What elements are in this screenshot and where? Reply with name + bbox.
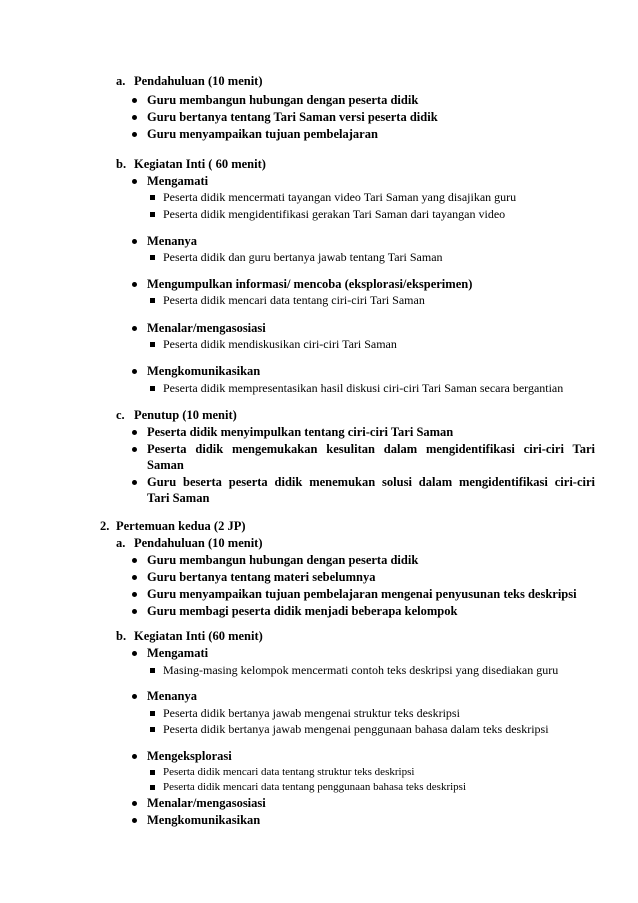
sub-item: Peserta didik mempresentasikan hasil diskusi ciri-ciri Tari Saman secara bergantian [163, 381, 564, 395]
bullet-icon [127, 126, 141, 142]
list-item: Guru bertanya tentang Tari Saman versi peserta didik [147, 110, 438, 124]
list-item: Peserta didik mengemukakan kesulitan dalam mengidentifikasi ciri-ciri Tari [147, 442, 595, 456]
sub-item: Peserta didik mencari data tentang penggunaan bahasa teks deskripsi [163, 781, 467, 793]
activity-title: Menalar/mengasosiasi [147, 796, 266, 810]
section-marker: c. [116, 408, 125, 422]
bullet-icon [127, 92, 141, 108]
section-heading: Pertemuan kedua (2 JP) [116, 519, 246, 533]
bullet-icon [127, 812, 141, 828]
bullet-icon [127, 603, 141, 619]
activity-title: Mengumpulkan informasi/ mencoba (eksplorasi/eksperimen) [147, 277, 473, 291]
list-item: Peserta didik menyimpulkan tentang ciri-ciri Tari Saman [147, 425, 454, 439]
bullet-icon [127, 109, 141, 125]
square-bullet-icon [145, 189, 159, 205]
list-item: Guru menyampaikan tujuan pembelajaran mengenai penyusunan teks deskripsi [147, 587, 577, 601]
list-item: Guru bertanya tentang materi sebelumnya [147, 570, 376, 584]
sub-item: Peserta didik mendiskusikan ciri-ciri Tari Saman [163, 337, 397, 351]
bullet-icon [127, 474, 141, 490]
sub-item: Peserta didik mencari data tentang ciri-ciri Tari Saman [163, 293, 425, 307]
bullet-icon [127, 363, 141, 379]
square-bullet-icon [145, 249, 159, 265]
activity-title: Mengeksplorasi [147, 749, 232, 763]
activity-title: Mengamati [147, 646, 209, 660]
activity-title: Menanya [147, 234, 197, 248]
sub-item: Masing-masing kelompok mencermati contoh teks deskripsi yang disediakan guru [163, 663, 559, 677]
section-title: Pendahuluan (10 menit) [134, 74, 263, 88]
activity-title: Mengkomunikasikan [147, 813, 261, 827]
list-item: Guru membangun hubungan dengan peserta didik [147, 93, 419, 107]
bullet-icon [127, 688, 141, 704]
section-title: Penutup (10 menit) [134, 408, 237, 422]
sub-item: Peserta didik bertanya jawab mengenai penggunaan bahasa dalam teks deskripsi [163, 722, 549, 736]
bullet-icon [127, 645, 141, 661]
list-item-continuation: Saman [147, 458, 184, 472]
bullet-icon [127, 569, 141, 585]
square-bullet-icon [145, 206, 159, 222]
section-number: 2. [100, 519, 110, 533]
section-title: Pendahuluan (10 menit) [134, 536, 263, 550]
bullet-icon [127, 552, 141, 568]
sub-item: Peserta didik mengidentifikasi gerakan Tari Saman dari tayangan video [163, 207, 506, 221]
list-item: Guru membagi peserta didik menjadi beberapa kelompok [147, 604, 458, 618]
activity-title: Mengkomunikasikan [147, 364, 261, 378]
square-bullet-icon [145, 705, 159, 721]
section-marker: b. [116, 157, 127, 171]
section-title: Kegiatan Inti ( 60 menit) [134, 157, 266, 171]
bullet-icon [127, 424, 141, 440]
sub-item: Peserta didik mencermati tayangan video Tari Saman yang disajikan guru [163, 190, 517, 204]
bullet-icon [127, 441, 141, 457]
bullet-icon [127, 586, 141, 602]
square-bullet-icon [145, 380, 159, 396]
bullet-icon [127, 748, 141, 764]
activity-title: Menanya [147, 689, 197, 703]
list-item: Guru membangun hubungan dengan peserta didik [147, 553, 419, 567]
bullet-icon [127, 276, 141, 292]
bullet-icon [127, 795, 141, 811]
square-bullet-icon [145, 721, 159, 737]
sub-item: Peserta didik mencari data tentang struktur teks deskripsi [163, 766, 415, 778]
square-bullet-icon [145, 779, 159, 795]
square-bullet-icon [145, 292, 159, 308]
list-item: Guru menyampaikan tujuan pembelajaran [147, 127, 378, 141]
bullet-icon [127, 233, 141, 249]
list-item-continuation: Tari Saman [147, 491, 210, 505]
sub-item: Peserta didik dan guru bertanya jawab tentang Tari Saman [163, 250, 443, 264]
activity-title: Mengamati [147, 174, 209, 188]
bullet-icon [127, 173, 141, 189]
square-bullet-icon [145, 662, 159, 678]
section-marker: a. [116, 536, 126, 550]
square-bullet-icon [145, 764, 159, 780]
square-bullet-icon [145, 336, 159, 352]
list-item: Guru beserta peserta didik menemukan solusi dalam mengidentifikasi ciri-ciri [147, 475, 595, 489]
section-marker: a. [116, 74, 126, 88]
sub-item: Peserta didik bertanya jawab mengenai struktur teks deskripsi [163, 706, 460, 720]
section-marker: b. [116, 629, 127, 643]
activity-title: Menalar/mengasosiasi [147, 321, 266, 335]
bullet-icon [127, 320, 141, 336]
section-title: Kegiatan Inti (60 menit) [134, 629, 263, 643]
